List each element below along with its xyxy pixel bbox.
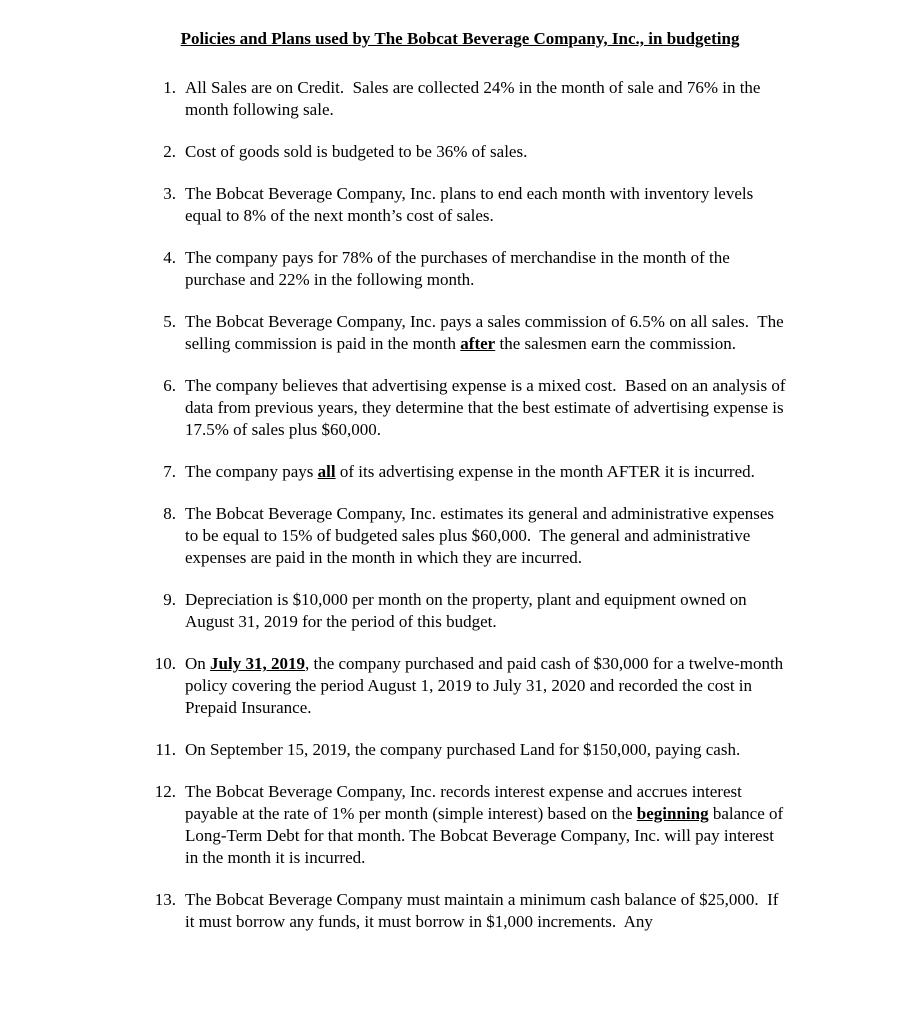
item-number: 9. (163, 590, 176, 609)
policy-item-12 (130, 781, 790, 869)
item-text (185, 247, 790, 291)
item-text (185, 461, 790, 483)
item-number: 10. (154, 654, 176, 673)
policy-item-2 (130, 141, 790, 163)
policy-item-5 (130, 311, 790, 355)
text-segment: , the company purchased and paid cash of $30,000 for a twelve-month policy covering the period August 1, 2019 to July 31, 2020 and recorded the cost in Prepaid Insurance. (185, 654, 788, 717)
item-number: 12. (154, 782, 176, 801)
text-segment-emphasis: all (317, 462, 336, 481)
item-text (185, 375, 790, 441)
item-text (185, 781, 790, 869)
policy-item-7 (130, 461, 790, 483)
item-number: 6. (163, 376, 176, 395)
policy-item-6 (130, 375, 790, 441)
item-text (185, 141, 790, 163)
item-text (185, 311, 790, 355)
policy-item-1 (130, 77, 790, 121)
item-number: 3. (163, 184, 176, 203)
text-segment: The Bobcat Beverage Company, Inc. estimates its general and administrative expenses to be equal to 15% of budgeted sales plus $60,000. The general and administrative expenses are paid in the month in which they are incurred. (185, 504, 779, 567)
item-number: 7. (163, 462, 176, 481)
text-segment: On (185, 654, 211, 673)
text-segment: On September 15, 2019, the company purchased Land for $150,000, paying cash. (185, 740, 741, 759)
text-segment: The Bobcat Beverage Company, Inc. records interest expense and accrues interest payable at the rate of 1% per month (simple interest) based on the (185, 782, 747, 823)
text-segment: of its advertising expense in the month AFTER it is incurred. (335, 462, 755, 481)
text-segment: The Bobcat Beverage Company, Inc. pays a sales commission of 6.5% on all sales. The selling commission is paid in the month (185, 312, 788, 353)
text-segment: the salesmen earn the commission. (495, 334, 736, 353)
text-segment: The company believes that advertising expense is a mixed cost. Based on an analysis of data from previous years, they determine that the best estimate of advertising expense is 17.5% of sales plus $60,000. (185, 376, 790, 439)
text-segment: balance of Long-Term Debt for that month. The Bobcat Beverage Company, Inc. will pay interest in the month it is incurred. (185, 804, 788, 867)
item-text (185, 739, 790, 761)
text-segment: Depreciation is $10,000 per month on the property, plant and equipment owned on August 31, 2019 for the period of this budget. (185, 590, 750, 631)
text-segment: The Bobcat Beverage Company must maintain a minimum cash balance of $25,000. If it must borrow any funds, it must borrow in $1,000 increments. Any (185, 890, 783, 931)
policy-item-3 (130, 183, 790, 227)
item-number: 5. (163, 312, 176, 331)
text-segment: All Sales are on Credit. Sales are collected 24% in the month of sale and 76% in the month following sale. (185, 78, 765, 119)
item-number: 8. (163, 504, 176, 523)
item-text (185, 589, 790, 633)
item-text (185, 183, 790, 227)
policy-item-9 (130, 589, 790, 633)
policy-item-8 (130, 503, 790, 569)
text-segment: The company pays (185, 462, 318, 481)
item-number: 2. (163, 142, 176, 161)
policy-list (130, 77, 790, 933)
text-segment-emphasis: after (460, 334, 496, 353)
policy-item-10 (130, 653, 790, 719)
text-segment: The company pays for 78% of the purchases of merchandise in the month of the purchase and 22% in the following month. (185, 248, 735, 289)
document-title: Policies and Plans used by The Bobcat Beverage Company, Inc., in budgeting (180, 29, 740, 48)
item-number: 13. (154, 890, 176, 909)
text-segment: The Bobcat Beverage Company, Inc. plans to end each month with inventory levels equal to 8% of the next month’s cost of sales. (185, 184, 758, 225)
text-segment: Cost of goods sold is budgeted to be 36% of sales. (185, 142, 528, 161)
item-number: 4. (163, 248, 176, 267)
item-number: 11. (155, 740, 176, 759)
item-text (185, 77, 790, 121)
text-segment-emphasis: July 31, 2019 (210, 654, 305, 673)
item-text (185, 503, 790, 569)
policy-item-13 (130, 889, 790, 933)
policy-item-11 (130, 739, 790, 761)
item-text (185, 653, 790, 719)
item-text (185, 889, 790, 933)
item-number: 1. (163, 78, 176, 97)
policy-item-4 (130, 247, 790, 291)
text-segment-emphasis: beginning (636, 804, 709, 823)
